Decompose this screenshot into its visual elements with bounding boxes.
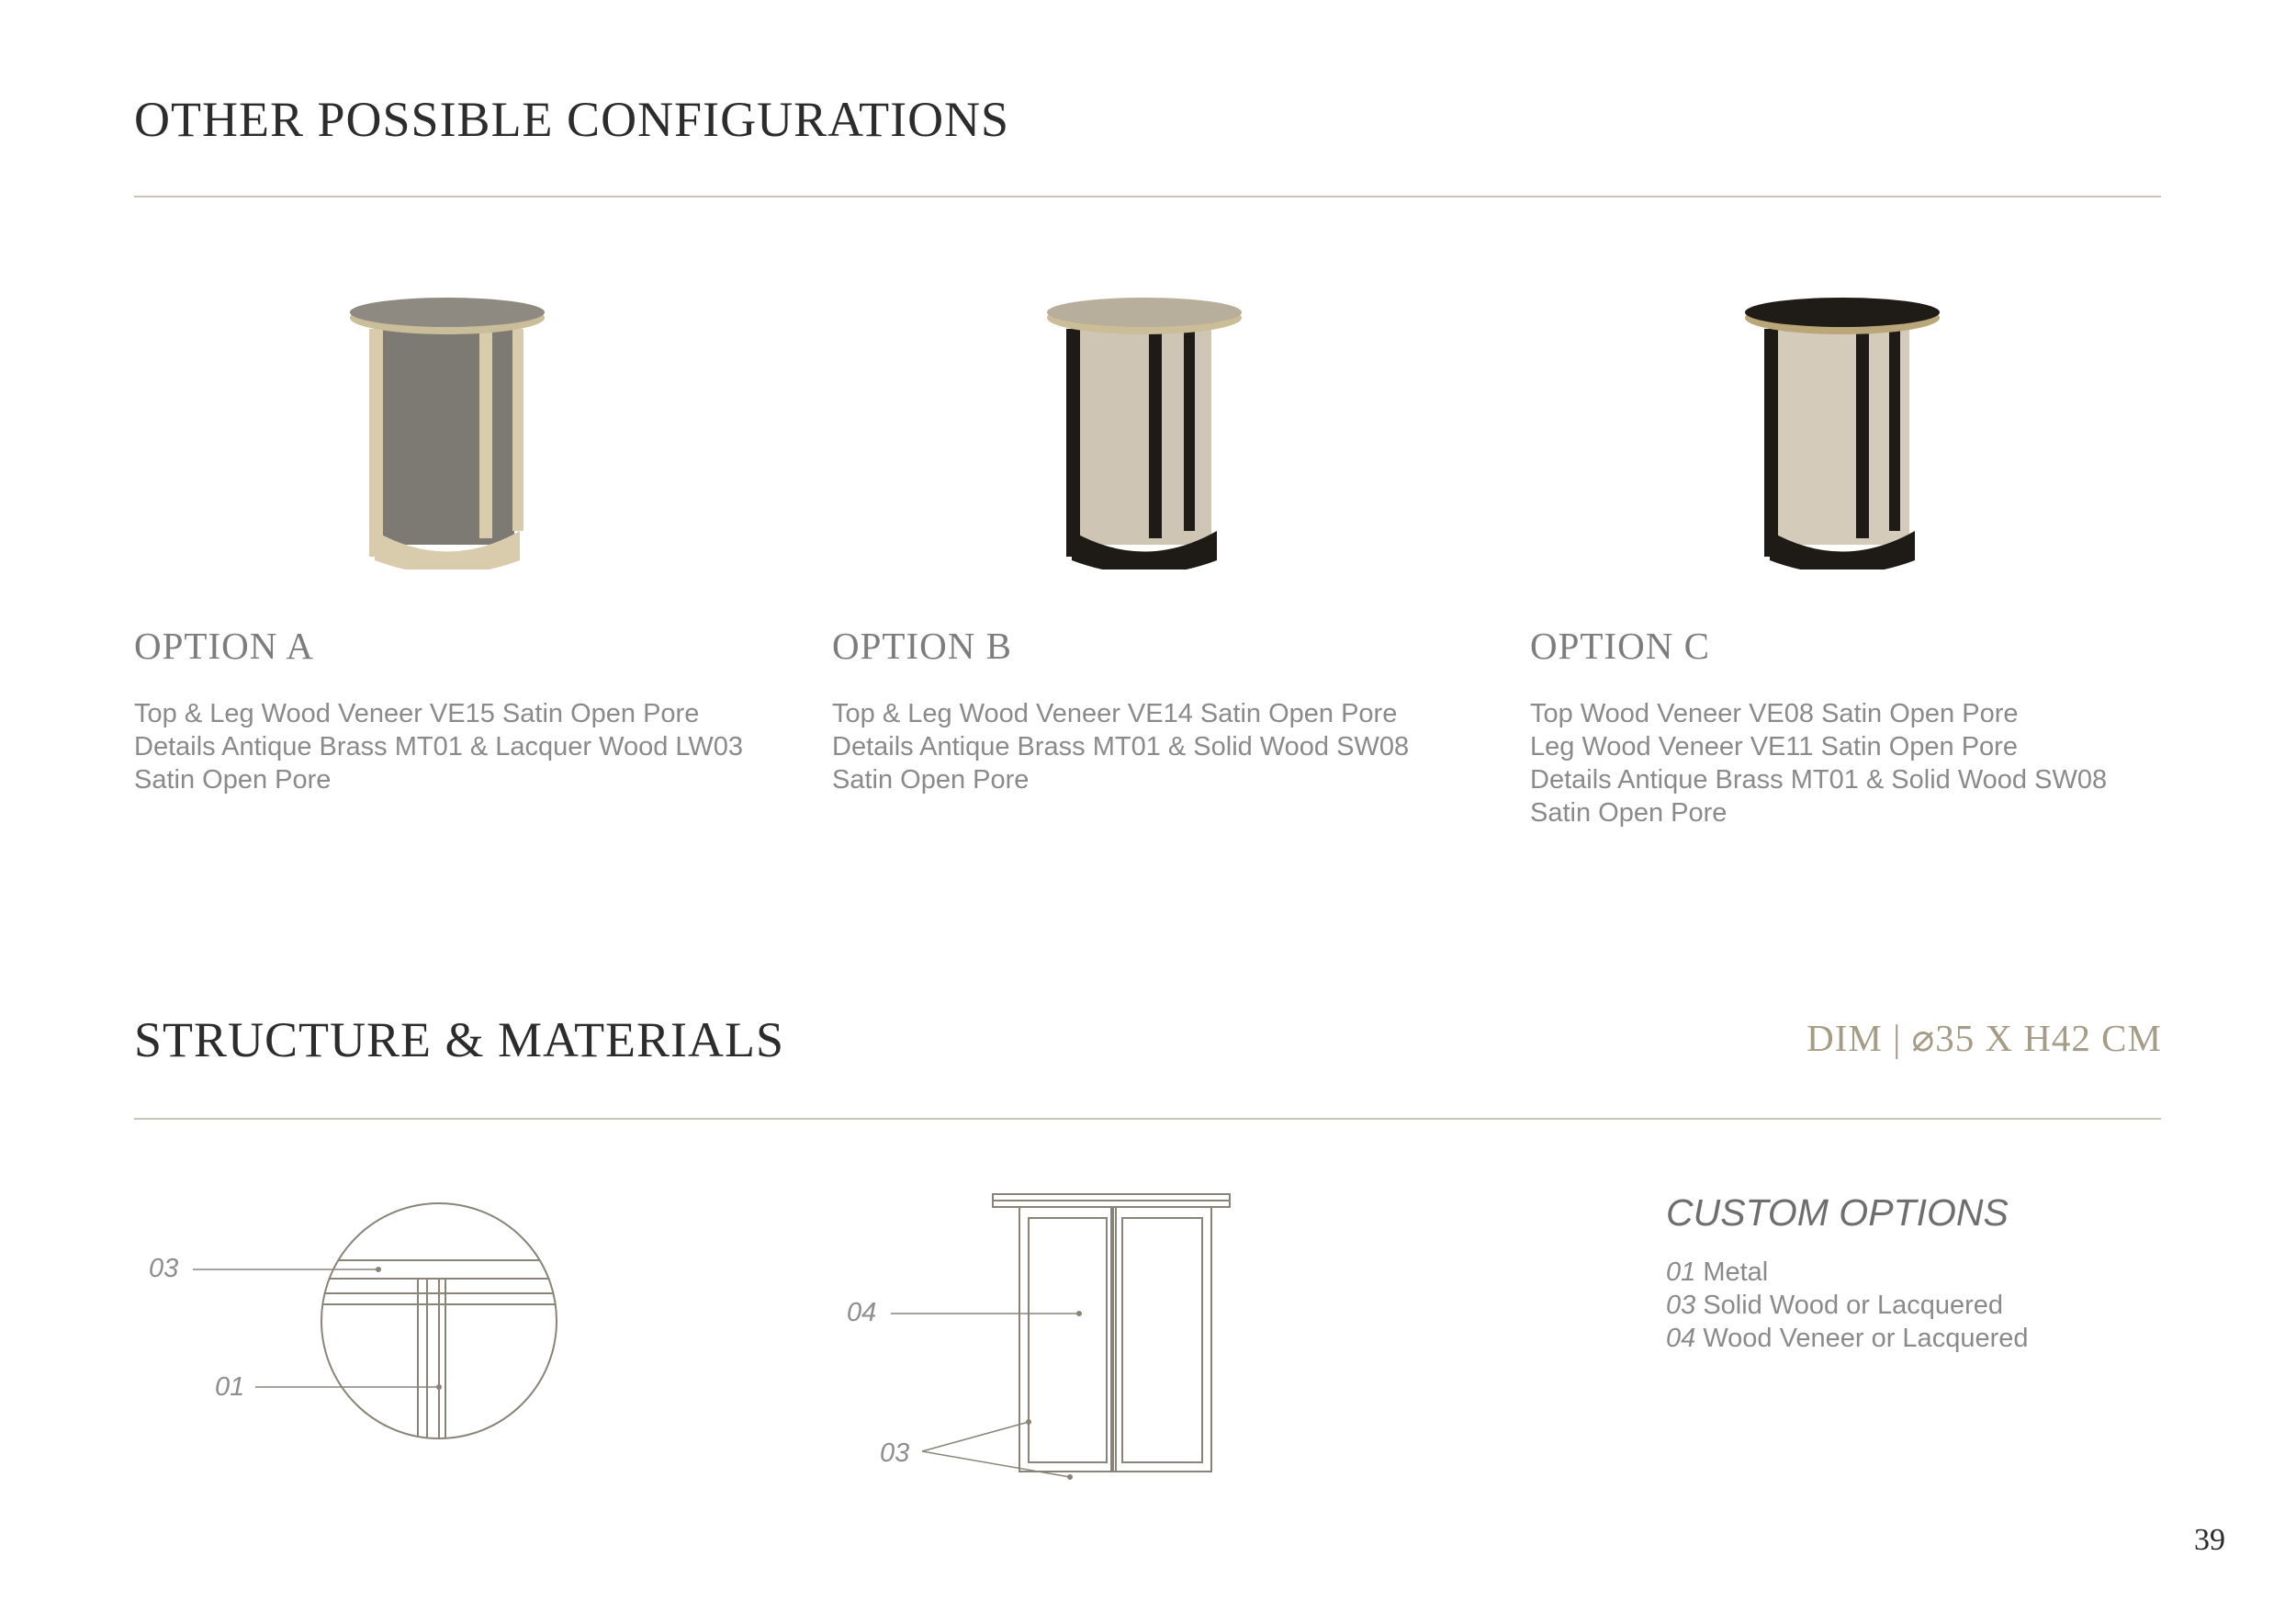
elevation-inner-right	[1122, 1218, 1202, 1462]
configurations-divider	[134, 196, 2161, 197]
leader-dot	[436, 1384, 442, 1390]
leader-03-b	[922, 1451, 1070, 1477]
leader-dot	[376, 1267, 381, 1272]
callout-03-frame: 03	[880, 1438, 910, 1468]
option-c-line: Details Antique Brass MT01 & Solid Wood SW08	[1530, 765, 2108, 795]
structure-divider	[134, 1118, 2161, 1120]
table-leg-right	[479, 329, 492, 538]
custom-options-list	[1666, 1256, 2029, 1355]
custom-option-code: 01	[1666, 1257, 1696, 1287]
option-b	[832, 627, 1409, 796]
option-c-title: OPTION C	[1530, 625, 1710, 667]
option-b-description	[832, 697, 1409, 796]
structure-title: STRUCTURE & MATERIALS	[134, 1012, 785, 1067]
custom-option-label: Wood Veneer or Lacquered	[1703, 1324, 2029, 1353]
table-frame-right	[1184, 329, 1195, 531]
option-a-table-image	[342, 292, 553, 570]
table-leg-left	[1066, 329, 1080, 557]
table-frame-right	[512, 329, 523, 531]
option-b-line: Satin Open Pore	[832, 765, 1030, 795]
option-c-table-image	[1737, 292, 1948, 570]
elevation-frame-left	[1019, 1207, 1116, 1472]
configurations-title: OTHER POSSIBLE CONFIGURATIONS	[134, 92, 1010, 147]
custom-options-title: CUSTOM OPTIONS	[1666, 1191, 2009, 1234]
custom-option-code: 04	[1666, 1324, 1696, 1353]
custom-option-item	[1666, 1289, 2029, 1322]
table-top	[1745, 298, 1940, 327]
option-c	[1530, 627, 2107, 829]
table-leg-left	[1764, 329, 1778, 557]
leader-dot	[1076, 1311, 1082, 1316]
elevation-inner-left	[1029, 1218, 1107, 1462]
option-a-line: Satin Open Pore	[134, 765, 332, 795]
custom-options	[1666, 1191, 2029, 1355]
table-frame-right	[1889, 329, 1900, 531]
custom-option-item	[1666, 1322, 2029, 1355]
option-c-description	[1530, 697, 2107, 829]
custom-option-code: 03	[1666, 1291, 1696, 1320]
option-c-line: Leg Wood Veneer VE11 Satin Open Pore	[1530, 732, 2018, 761]
option-a-line: Top & Leg Wood Veneer VE15 Satin Open Pore	[134, 699, 700, 728]
option-b-title: OPTION B	[832, 625, 1012, 667]
table-leg-left	[369, 329, 383, 557]
leader-dot	[1067, 1474, 1073, 1480]
option-c-line: Top Wood Veneer VE08 Satin Open Pore	[1530, 699, 2019, 728]
leader-dot	[1026, 1419, 1031, 1425]
callout-04: 04	[847, 1298, 877, 1327]
option-c-line: Satin Open Pore	[1530, 798, 1728, 828]
dimensions-label: DIM | ⌀35 X H42 CM	[1806, 1017, 2162, 1059]
option-a-line: Details Antique Brass MT01 & Lacquer Wood LW03	[134, 732, 744, 761]
option-a-title: OPTION A	[134, 625, 314, 667]
custom-option-label: Solid Wood or Lacquered	[1703, 1291, 2004, 1320]
option-a	[134, 627, 743, 796]
table-top	[1047, 298, 1242, 327]
elevation-drawing	[882, 1185, 1249, 1488]
option-a-description	[134, 697, 743, 796]
elevation-frame-right	[1113, 1207, 1211, 1472]
table-top	[350, 298, 545, 327]
joint-detail-drawing	[129, 1194, 588, 1451]
detail-cutaway	[312, 1260, 569, 1451]
callout-03: 03	[149, 1254, 179, 1283]
callout-01: 01	[215, 1372, 245, 1402]
option-b-table-image	[1039, 292, 1250, 570]
option-b-line: Top & Leg Wood Veneer VE14 Satin Open Pore	[832, 699, 1398, 728]
table-leg-right	[1856, 329, 1869, 538]
table-leg-right	[1149, 329, 1162, 538]
page-number: 39	[2194, 1523, 2225, 1557]
leader-03-a	[922, 1422, 1029, 1451]
option-b-line: Details Antique Brass MT01 & Solid Wood SW08	[832, 732, 1410, 761]
custom-option-label: Metal	[1703, 1257, 1769, 1287]
table-panel	[380, 329, 514, 545]
custom-option-item	[1666, 1256, 2029, 1289]
